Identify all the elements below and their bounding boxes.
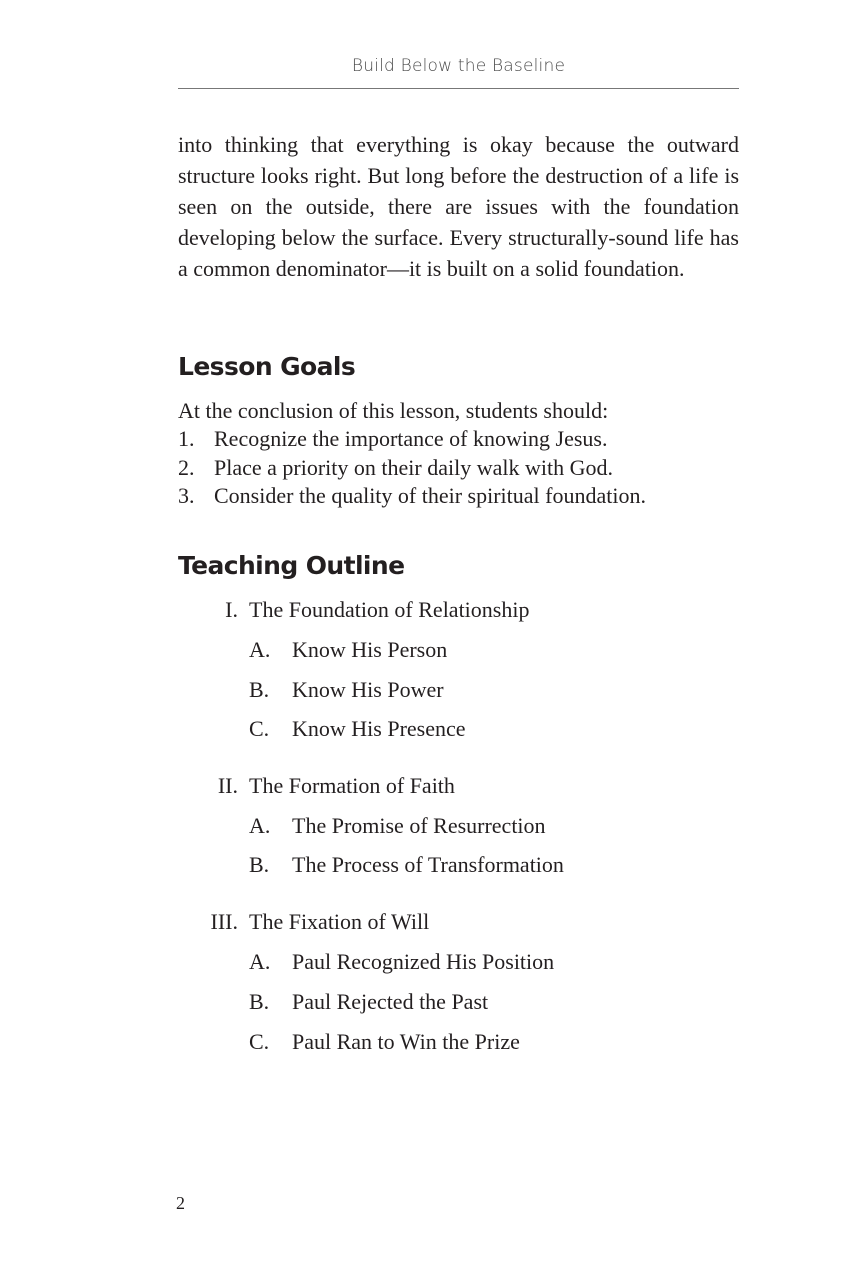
outline-point-text: Know His Presence: [292, 716, 466, 741]
teaching-outline-heading: Teaching Outline: [178, 551, 405, 580]
goal-text: Place a priority on their daily walk with God.: [214, 454, 613, 480]
goal-item: [178, 425, 646, 454]
goal-number: 1.: [178, 426, 195, 451]
goal-number: 3.: [178, 483, 195, 508]
outline-point-text: The Promise of Resurrection: [292, 813, 546, 838]
goal-item: [178, 454, 646, 483]
outline-letter: A.: [249, 637, 271, 662]
running-head: Build Below the Baseline: [351, 56, 566, 76]
intro-paragraph: into thinking that everything is okay because the outward structure looks right. But long before the destruction of a life is seen on the outside, there are issues with the foundation developing below the surface. Every structurally-sound life has a common denominator—it is built on a solid foundation.: [178, 132, 739, 281]
outline-numeral: I.: [225, 597, 238, 622]
outline-point-text: Paul Recognized His Position: [292, 949, 555, 974]
header-rule: [178, 88, 739, 89]
outline-numeral: III.: [210, 909, 238, 934]
outline-section-title: The Foundation of Relationship: [249, 597, 530, 622]
outline-point-text: The Process of Transformation: [292, 852, 564, 877]
goal-item: [178, 482, 646, 511]
outline-point-text: Paul Ran to Win the Prize: [292, 1029, 520, 1054]
goal-text: Consider the quality of their spiritual foundation.: [214, 483, 646, 508]
outline-section-title: The Fixation of Will: [249, 909, 430, 934]
outline-letter: C.: [249, 1029, 270, 1054]
outline-letter: A.: [249, 813, 271, 838]
outline-letter: A.: [249, 949, 271, 974]
goal-text: Recognize the importance of knowing Jesus.: [214, 426, 608, 451]
outline-point-text: Know His Person: [292, 637, 448, 662]
outline-letter: B.: [249, 677, 270, 702]
outline-point-text: Know His Power: [292, 677, 444, 702]
outline-letter: C.: [249, 716, 270, 741]
goal-number: 2.: [178, 454, 195, 480]
outline-numeral: II.: [217, 773, 238, 798]
outline-section-title: The Formation of Faith: [249, 773, 455, 798]
outline-letter: B.: [249, 852, 270, 877]
outline-letter: B.: [249, 989, 270, 1014]
page-number: 2: [176, 1193, 185, 1213]
lesson-goals-heading: Lesson Goals: [178, 352, 356, 381]
outline-point-text: Paul Rejected the Past: [292, 989, 489, 1014]
lesson-goals-intro: At the conclusion of this lesson, students should:: [178, 398, 609, 423]
lesson-goals-list: [178, 425, 646, 511]
